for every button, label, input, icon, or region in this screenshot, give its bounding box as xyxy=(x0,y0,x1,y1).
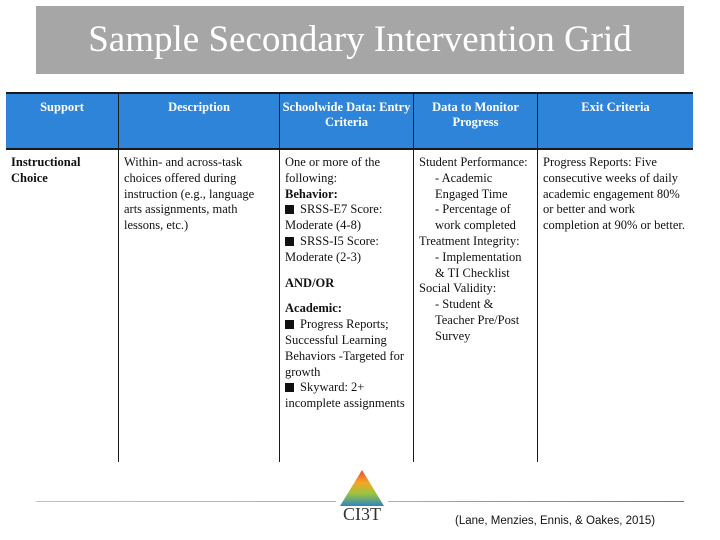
monitor-student-item: - Percentage of work completed xyxy=(435,202,516,233)
table-row xyxy=(6,148,693,462)
monitor-student-label: Student Performance: xyxy=(419,155,528,169)
slide-title: Sample Secondary Intervention Grid xyxy=(88,19,632,60)
logo-text: CI3T xyxy=(343,504,381,524)
checkbox-bullet-icon xyxy=(285,383,294,392)
cell-description: Within- and across-task choices offered during instruction (e.g., language arts assignments, math lessons, etc.) xyxy=(119,150,280,462)
title-bar xyxy=(36,6,684,74)
table-header-row xyxy=(6,92,693,148)
entry-intro: One or more of the following: xyxy=(285,155,381,185)
cell-exit-criteria: Progress Reports: Five consecutive weeks of daily academic engagement 80% or better and work completion at 90% or better. xyxy=(543,155,685,233)
monitor-ti-item: - Implementation & TI Checklist xyxy=(435,249,522,280)
intervention-grid xyxy=(6,92,693,462)
entry-academic-label: Academic: xyxy=(285,301,342,316)
citation: (Lane, Menzies, Ennis, & Oakes, 2015) xyxy=(455,515,656,527)
checkbox-bullet-icon xyxy=(285,237,294,246)
header-support: Support xyxy=(6,94,119,148)
entry-behavior-item: SRSS-I5 Score: Moderate (2-3) xyxy=(285,233,379,264)
ci3t-logo xyxy=(336,468,388,530)
triangle-logo-icon xyxy=(336,468,388,508)
header-monitor-progress: Data to Monitor Progress xyxy=(414,94,538,148)
header-entry-criteria: Schoolwide Data: Entry Criteria xyxy=(280,94,414,148)
checkbox-bullet-icon xyxy=(285,205,294,214)
cell-monitor-progress xyxy=(414,150,538,462)
cell-entry-criteria xyxy=(280,150,414,462)
monitor-student-item: - Academic Engaged Time xyxy=(435,170,508,201)
monitor-ti-label: Treatment Integrity: xyxy=(419,233,520,248)
entry-academic-item: Skyward: 2+ incomplete assignments xyxy=(285,380,405,411)
entry-behavior-label: Behavior: xyxy=(285,186,338,201)
entry-and-or: AND/OR xyxy=(285,275,335,290)
cell-support: Instructional Choice xyxy=(6,150,119,462)
monitor-sv-label: Social Validity: xyxy=(419,281,497,296)
entry-behavior-item: SRSS-E7 Score: Moderate (4-8) xyxy=(285,202,383,233)
footer-divider-right xyxy=(388,501,684,502)
entry-academic-item: Progress Reports; Successful Learning Behaviors -Targeted for growth xyxy=(285,317,404,379)
header-description: Description xyxy=(119,94,280,148)
header-exit-criteria: Exit Criteria xyxy=(581,100,650,114)
checkbox-bullet-icon xyxy=(285,320,294,329)
monitor-sv-item: - Student & Teacher Pre/Post Survey xyxy=(435,297,520,343)
footer-divider-left xyxy=(36,501,336,502)
